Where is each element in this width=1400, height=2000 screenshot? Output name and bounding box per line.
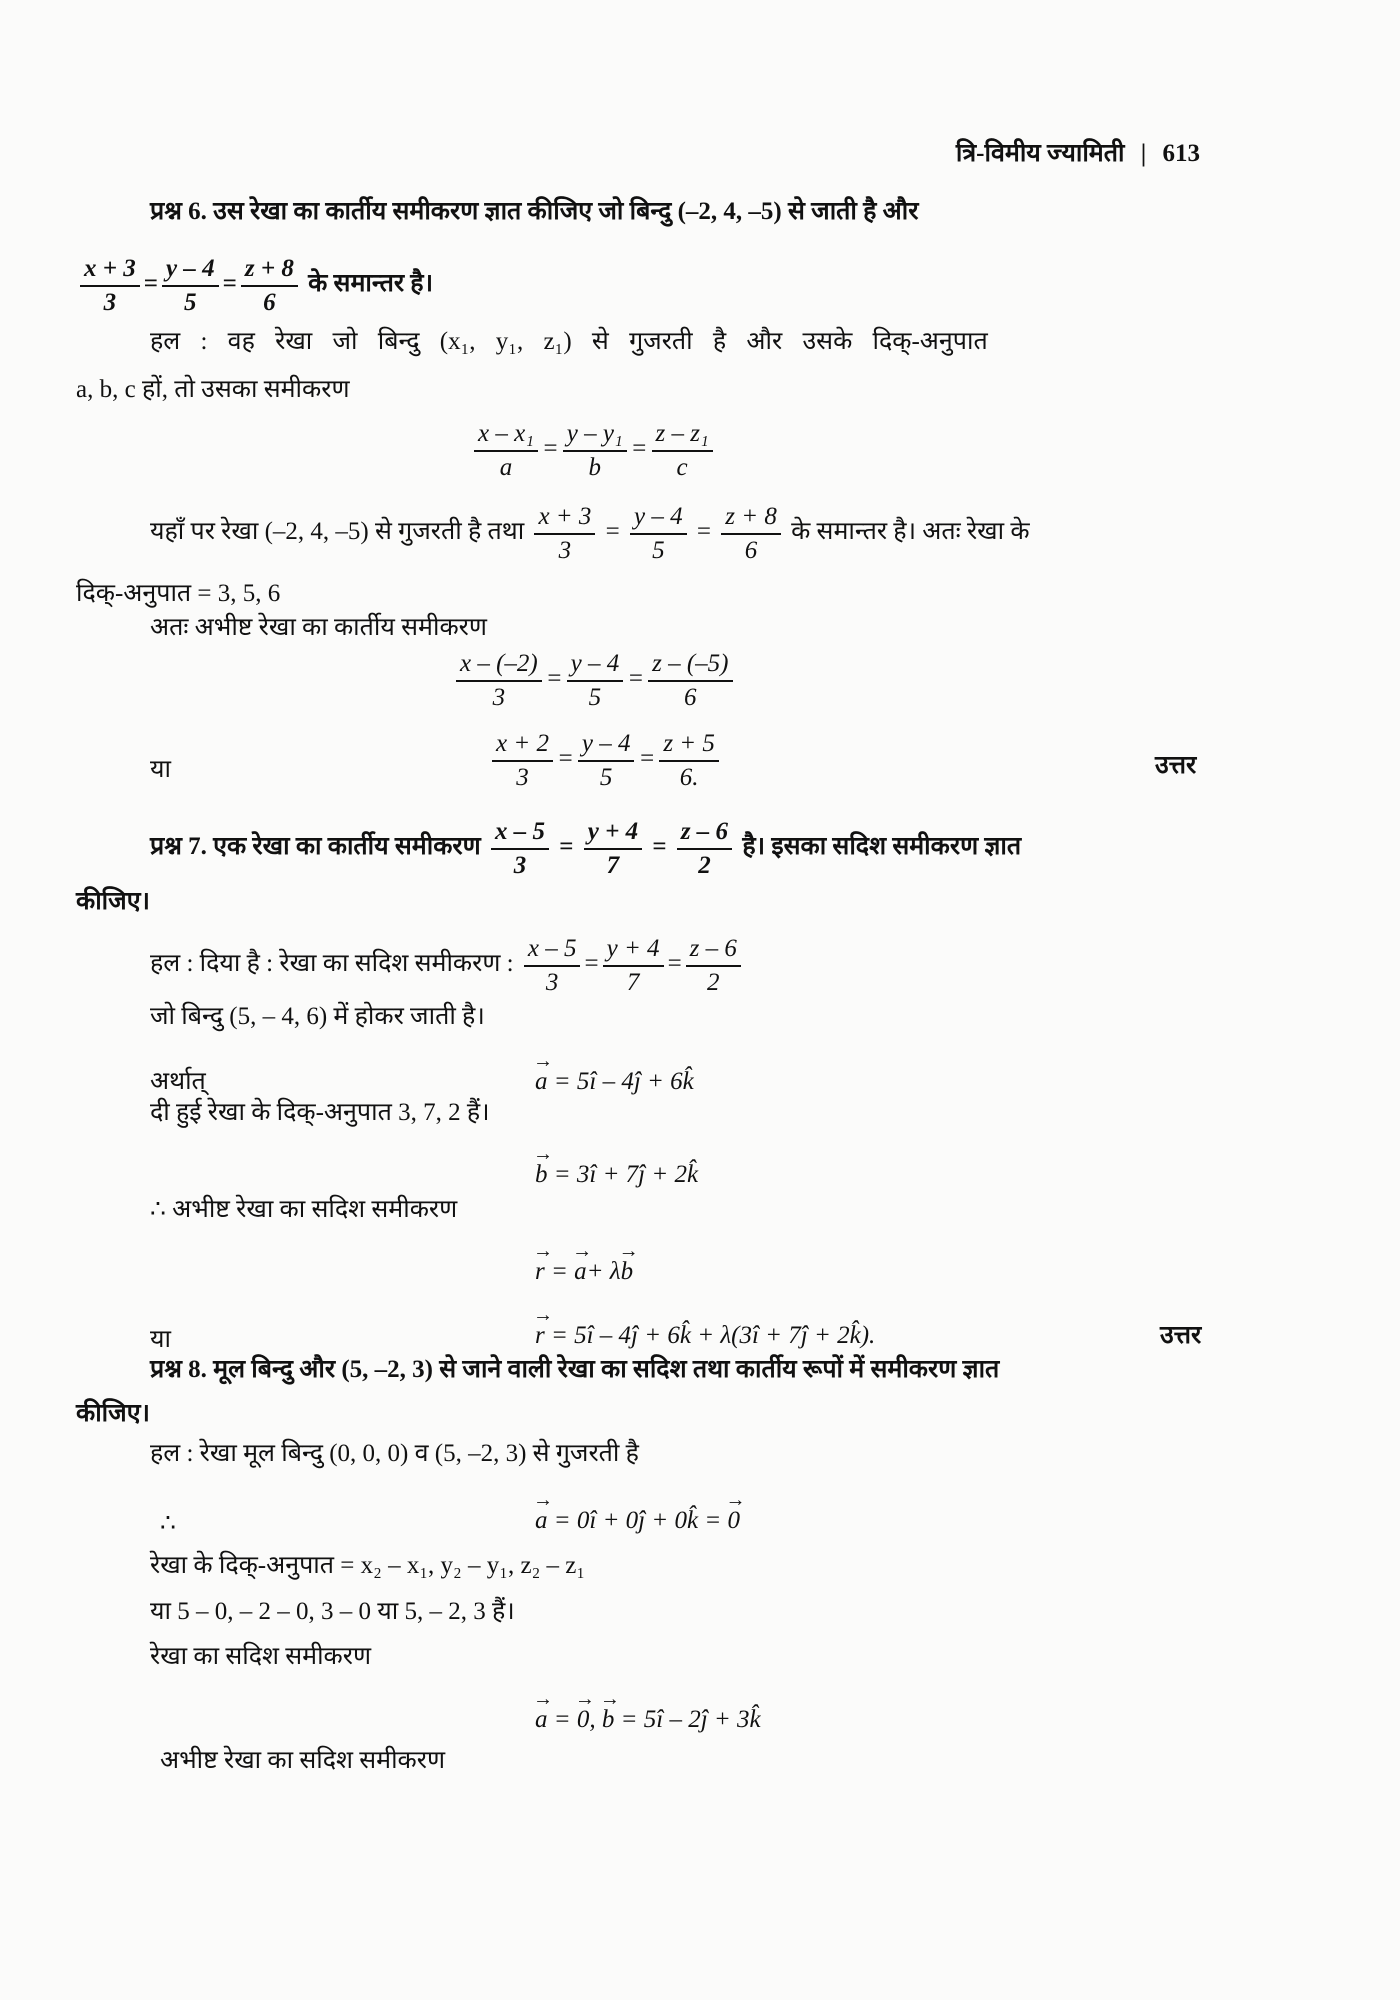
denominator: 7 [606, 851, 620, 879]
vector-a: → a [535, 1507, 548, 1535]
denominator: 5 [599, 763, 613, 791]
denominator: 3 [513, 851, 527, 879]
denominator: 6 [684, 683, 697, 711]
denominator: c [676, 453, 688, 481]
vector-a: → a [535, 1706, 548, 1734]
numerator: y – 4 [162, 255, 219, 287]
numerator: z + 5 [659, 730, 719, 762]
vector-r: → r [535, 1322, 545, 1350]
q7-through: जो बिन्दु (5, – 4, 6) में होकर जाती है। [150, 1003, 485, 1030]
q6-equation: $\frac{x + 3}{3}$ = $\frac{y - 4}{5}$ = $\frac{z + 8}{6}$ के समान्तर है। [76, 255, 433, 316]
numerator: y – 4 [630, 503, 687, 535]
denominator: 6 [744, 536, 758, 564]
numerator: z – 6 [677, 818, 732, 850]
q6-tail: के समान्तर है। [308, 270, 434, 298]
q7-final-equation [535, 1322, 875, 1350]
q8-question: प्रश्न 8. मूल बिन्दु और (5, –2, 3) से जाने वाली रेखा का सदिश तथा कार्तीय रूपों में समीकरण ज्ञात [150, 1356, 1000, 1383]
zero-vector: → 0 [577, 1706, 590, 1734]
numerator: y + 4 [584, 818, 642, 850]
numerator: x + 3 [80, 255, 140, 287]
answer-label: उत्तर [1160, 1322, 1202, 1349]
denominator: 6. [679, 763, 699, 791]
plus-lambda: + λ [586, 1258, 621, 1285]
numerator: x – 5 [491, 818, 549, 850]
vector-value: = 5î – 4ĵ + 6k̂ + λ(3î + 7ĵ + 2k̂). [550, 1322, 876, 1349]
numerator: y + 4 [603, 935, 664, 967]
vector-b: → b [535, 1161, 548, 1189]
vector-value: = 0î + 0ĵ + 0k̂ = [553, 1507, 722, 1534]
vector-line-equation [535, 1258, 633, 1286]
q7-question: प्रश्न 7. एक रेखा का कार्तीय समीकरण $\frac{x - 5}{3}$ = $\frac{y + 4}{7}$ = $\frac{z - 6}{2}$ है। इसका सदिश समीकरण ज्ञात [150, 818, 1022, 879]
q6-final-equation: $\frac{x + 2}{3}$ = $\frac{y - 4}{5}$ = $\frac{z + 5}{6.}$ [488, 730, 723, 791]
vector-b: → b [602, 1706, 615, 1734]
numerator: x – x₁ [474, 420, 538, 452]
denominator: 5 [184, 288, 197, 316]
numerator: z – 6 [686, 935, 741, 967]
numerator: y – 4 [567, 650, 624, 682]
q8-dr-values: या 5 – 0, – 2 – 0, 3 – 0 या 5, – 2, 3 हैं। [150, 1598, 515, 1625]
text: यहाँ पर रेखा (–2, 4, –5) से गुजरती है तथा [150, 518, 525, 546]
numerator: x – 5 [524, 935, 581, 967]
q6-direction-ratios: दिक्-अनुपात = 3, 5, 6 [76, 580, 281, 607]
numerator: z + 8 [241, 255, 298, 287]
general-line-equation: $\frac{\text{x – x₁}}{a}$ = $\frac{\text{y – y₁}}{b}$ = $\frac{\text{z – z₁}}{c}$ [470, 420, 717, 481]
q7-question-end: कीजिए। [76, 888, 151, 915]
vector-a-zero [535, 1507, 740, 1535]
numerator: y – y₁ [563, 420, 627, 452]
q6-equation-step: $\frac{x - (-2)}{3}$ = $\frac{y - 4}{5}$ = $\frac{z - (-5)}{6}$ [452, 650, 737, 711]
q8-solution: हल : रेखा मूल बिन्दु (0, 0, 0) व (5, –2, 3) से गुजरती है [150, 1440, 639, 1467]
text: के समान्तर है। अतः रेखा के [791, 518, 1030, 546]
denominator: 5 [652, 536, 665, 564]
q8-direction-ratios: रेखा के दिक्-अनुपात = x₂ – x₁, y₂ – y₁, z₂ – z₁ [150, 1552, 586, 1579]
denominator: 2 [698, 851, 711, 879]
equals: = [553, 1706, 571, 1733]
denominator: 3 [558, 536, 572, 564]
text: है। इसका सदिश समीकरण ज्ञात [742, 833, 1022, 861]
numerator: x – (–2) [456, 650, 542, 682]
or-label: या [150, 1326, 171, 1353]
denominator: 3 [103, 288, 117, 316]
q8-vector-eq-label: रेखा का सदिश समीकरण [150, 1643, 372, 1670]
page-number: 613 [1162, 140, 1200, 167]
equals: = [550, 1258, 568, 1285]
vector-a: → a [535, 1068, 548, 1096]
vector-value: = 3î + 7ĵ + 2k̂ [553, 1161, 699, 1188]
vector-value: = 5î – 2ĵ + 3k̂ [620, 1706, 761, 1733]
q7-therefore: ∴ अभीष्ट रेखा का सदिश समीकरण [150, 1196, 458, 1223]
q8-vectors: → a = → 0, → b = 5î – 2ĵ + 3k̂ [535, 1706, 761, 1734]
vector-value: = 5î – 4ĵ + 6k̂ [553, 1068, 694, 1095]
q7-given-dr: दी हुई रेखा के दिक्-अनुपात 3, 7, 2 हैं। [150, 1099, 490, 1126]
q6-here-line: यहाँ पर रेखा (–2, 4, –5) से गुजरती है तथा $\frac{x + 3}{3}$ = $\frac{y - 4}{5}$ = $\frac{z + 8}{6}$ के समान्तर है। अतः रेखा के [150, 503, 1030, 564]
vector-a: → a [574, 1258, 587, 1286]
text: हल : दिया है : रेखा का सदिश समीकरण : [150, 950, 514, 978]
numerator: z + 8 [721, 503, 781, 535]
numerator: x + 3 [534, 503, 595, 535]
q6-hence: अतः अभीष्ट रेखा का कार्तीय समीकरण [150, 614, 487, 641]
zero-vector: → 0 [727, 1507, 740, 1535]
chapter-title: त्रि-विमीय ज्यामिती [955, 140, 1125, 167]
text: प्रश्न 7. एक रेखा का कार्तीय समीकरण [150, 833, 481, 861]
i-e-label: अर्थात् [150, 1068, 206, 1095]
numerator: z – z₁ [652, 420, 713, 452]
q6-question: प्रश्न 6. उस रेखा का कार्तीय समीकरण ज्ञात कीजिए जो बिन्दु (–2, 4, –5) से जाती है और [150, 198, 919, 225]
denominator: a [499, 453, 513, 481]
header-separator: | [1140, 140, 1147, 167]
denominator: b [588, 453, 601, 481]
denominator: 3 [492, 683, 506, 711]
q6-solution-line2: a, b, c हों, तो उसका समीकरण [76, 376, 350, 403]
denominator: 3 [516, 763, 529, 791]
denominator: 7 [626, 968, 640, 996]
q8-required: अभीष्ट रेखा का सदिश समीकरण [160, 1747, 446, 1774]
denominator: 5 [588, 683, 602, 711]
q6-solution-line1: हल : वह रेखा जो बिन्दु (x₁, y₁, z₁) से गुजरती है और उसके दिक्-अनुपात [150, 328, 988, 355]
numerator: y – 4 [578, 730, 635, 762]
vector-a-equation [535, 1068, 694, 1096]
denominator: 2 [707, 968, 720, 996]
therefore-symbol: ∴ [160, 1510, 176, 1537]
numerator: x + 2 [492, 730, 553, 762]
or-label: या [150, 756, 171, 783]
denominator: 3 [545, 968, 559, 996]
vector-b: → b [621, 1258, 634, 1286]
q8-question-end: कीजिए। [76, 1400, 151, 1427]
q7-given: हल : दिया है : रेखा का सदिश समीकरण : $\frac{x - 5}{3}$ = $\frac{y + 4}{7}$ = $\frac{z - 6}{2}$ [150, 935, 745, 996]
answer-label: उत्तर [1155, 752, 1197, 779]
vector-r: → r [535, 1258, 545, 1286]
vector-b-equation [535, 1161, 698, 1189]
numerator: z – (–5) [648, 650, 732, 682]
denominator: 6 [263, 288, 276, 316]
running-header [956, 140, 1200, 168]
